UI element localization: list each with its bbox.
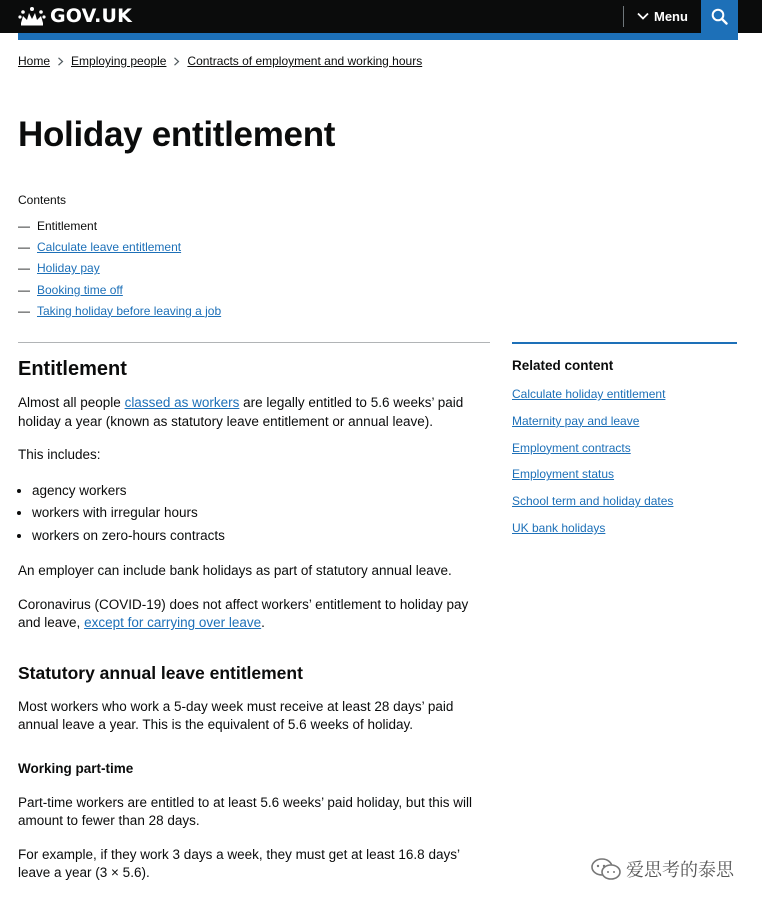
- text: are legally entitled to 5.6 weeks’ paid holiday a year (known as statutory leave entitlement or annual leave).: [18, 395, 464, 429]
- menu-button[interactable]: [637, 8, 688, 25]
- subheading-part-time: Working part-time: [18, 760, 134, 776]
- link-classed-as-workers[interactable]: classed as workers: [124, 395, 240, 410]
- search-icon: [711, 8, 728, 25]
- dash: —: [18, 303, 30, 318]
- header-accent-bar: [18, 33, 738, 40]
- list-item: [512, 387, 737, 414]
- related-link-calculate[interactable]: Calculate holiday entitlement: [512, 387, 666, 401]
- contents-item-holiday-pay: [18, 258, 221, 279]
- related-list: [512, 387, 737, 548]
- contents-item-booking: [18, 279, 221, 300]
- section-heading-statutory: Statutory annual leave entitlement: [18, 662, 303, 683]
- chevron-down-icon: [637, 12, 649, 21]
- list-item: [512, 521, 737, 548]
- paragraph-includes: This includes:: [18, 447, 101, 462]
- breadcrumb: [18, 54, 422, 68]
- link-carrying-over-leave[interactable]: except for carrying over leave: [84, 615, 262, 630]
- section-heading-entitlement: Entitlement: [18, 358, 127, 380]
- contents-item-calculate: [18, 236, 221, 257]
- list-item: • agency workers: [32, 480, 490, 503]
- logo-text: GOV.UK: [50, 5, 133, 27]
- list-item: • workers on zero-hours contracts: [32, 525, 490, 548]
- related-link-bank-holidays[interactable]: UK bank holidays: [512, 520, 606, 535]
- site-header: [0, 0, 762, 33]
- crown-icon: [18, 6, 46, 26]
- related-content: [512, 342, 737, 548]
- contents-item-leaving: [18, 300, 221, 321]
- section-divider: [18, 342, 490, 343]
- contents-item-entitlement: [18, 215, 221, 236]
- govuk-logo[interactable]: [18, 5, 132, 27]
- contents-link-holiday-pay[interactable]: Holiday pay: [37, 261, 100, 276]
- list-item: [512, 494, 737, 521]
- breadcrumb-employing-people[interactable]: Employing people: [71, 54, 167, 68]
- main-content: [18, 356, 490, 898]
- paragraph-bank-holidays: An employer can include bank holidays as part of statutory annual leave.: [18, 563, 452, 578]
- breadcrumb-home[interactable]: Home: [18, 54, 51, 68]
- chevron-right-icon: [57, 57, 64, 66]
- contents-link-calculate[interactable]: Calculate leave entitlement: [37, 239, 182, 254]
- contents-link-booking[interactable]: Booking time off: [37, 282, 123, 297]
- breadcrumb-contracts[interactable]: Contracts of employment and working hours: [187, 54, 423, 68]
- text: Coronavirus (COVID-19) does not affect workers’ entitlement to holiday pay and leave,: [18, 596, 469, 630]
- list-item: [512, 467, 737, 494]
- search-button[interactable]: [701, 0, 738, 33]
- related-link-school-term[interactable]: School term and holiday dates: [512, 494, 674, 509]
- chevron-right-icon: [173, 57, 180, 66]
- menu-label: Menu: [654, 9, 688, 24]
- bullet-list: [32, 480, 490, 548]
- watermark-text: 爱思考的泰思: [626, 860, 734, 880]
- menu-divider: [623, 6, 624, 27]
- list-item: • workers with irregular hours: [32, 502, 490, 525]
- related-link-status[interactable]: Employment status: [512, 467, 615, 482]
- contents-link-leaving[interactable]: Taking holiday before leaving a job: [37, 303, 222, 318]
- contents-current-label: Entitlement: [37, 218, 98, 233]
- contents-nav: [18, 193, 221, 321]
- dash: —: [18, 282, 30, 297]
- paragraph-statutory: Most workers who work a 5-day week must receive at least 28 days’ paid annual leave a year. This is the equivalent of 5.6 weeks of holiday.: [18, 698, 454, 732]
- related-link-contracts[interactable]: Employment contracts: [512, 440, 631, 455]
- text: .: [261, 615, 265, 630]
- list-item: [512, 414, 737, 441]
- text: Almost all people: [18, 395, 125, 410]
- paragraph-example: For example, if they work 3 days a week, they must get at least 16.8 days’ leave a year (3 × 5.6).: [18, 846, 460, 880]
- contents-list: [18, 215, 221, 321]
- paragraph-part-time: Part-time workers are entitled to at least 5.6 weeks’ paid holiday, but this will amount to fewer than 28 days.: [18, 794, 472, 828]
- contents-title: Contents: [18, 193, 67, 207]
- related-link-maternity[interactable]: Maternity pay and leave: [512, 413, 640, 428]
- dash: —: [18, 261, 30, 276]
- chat-icon: [590, 857, 622, 881]
- related-title: Related content: [512, 358, 614, 373]
- list-item: [512, 441, 737, 468]
- dash: —: [18, 239, 30, 254]
- dash: —: [18, 218, 30, 233]
- paragraph-coronavirus: [18, 596, 490, 633]
- page-title: Holiday entitlement: [18, 115, 336, 154]
- watermark: [590, 856, 734, 882]
- paragraph-intro: [18, 394, 490, 431]
